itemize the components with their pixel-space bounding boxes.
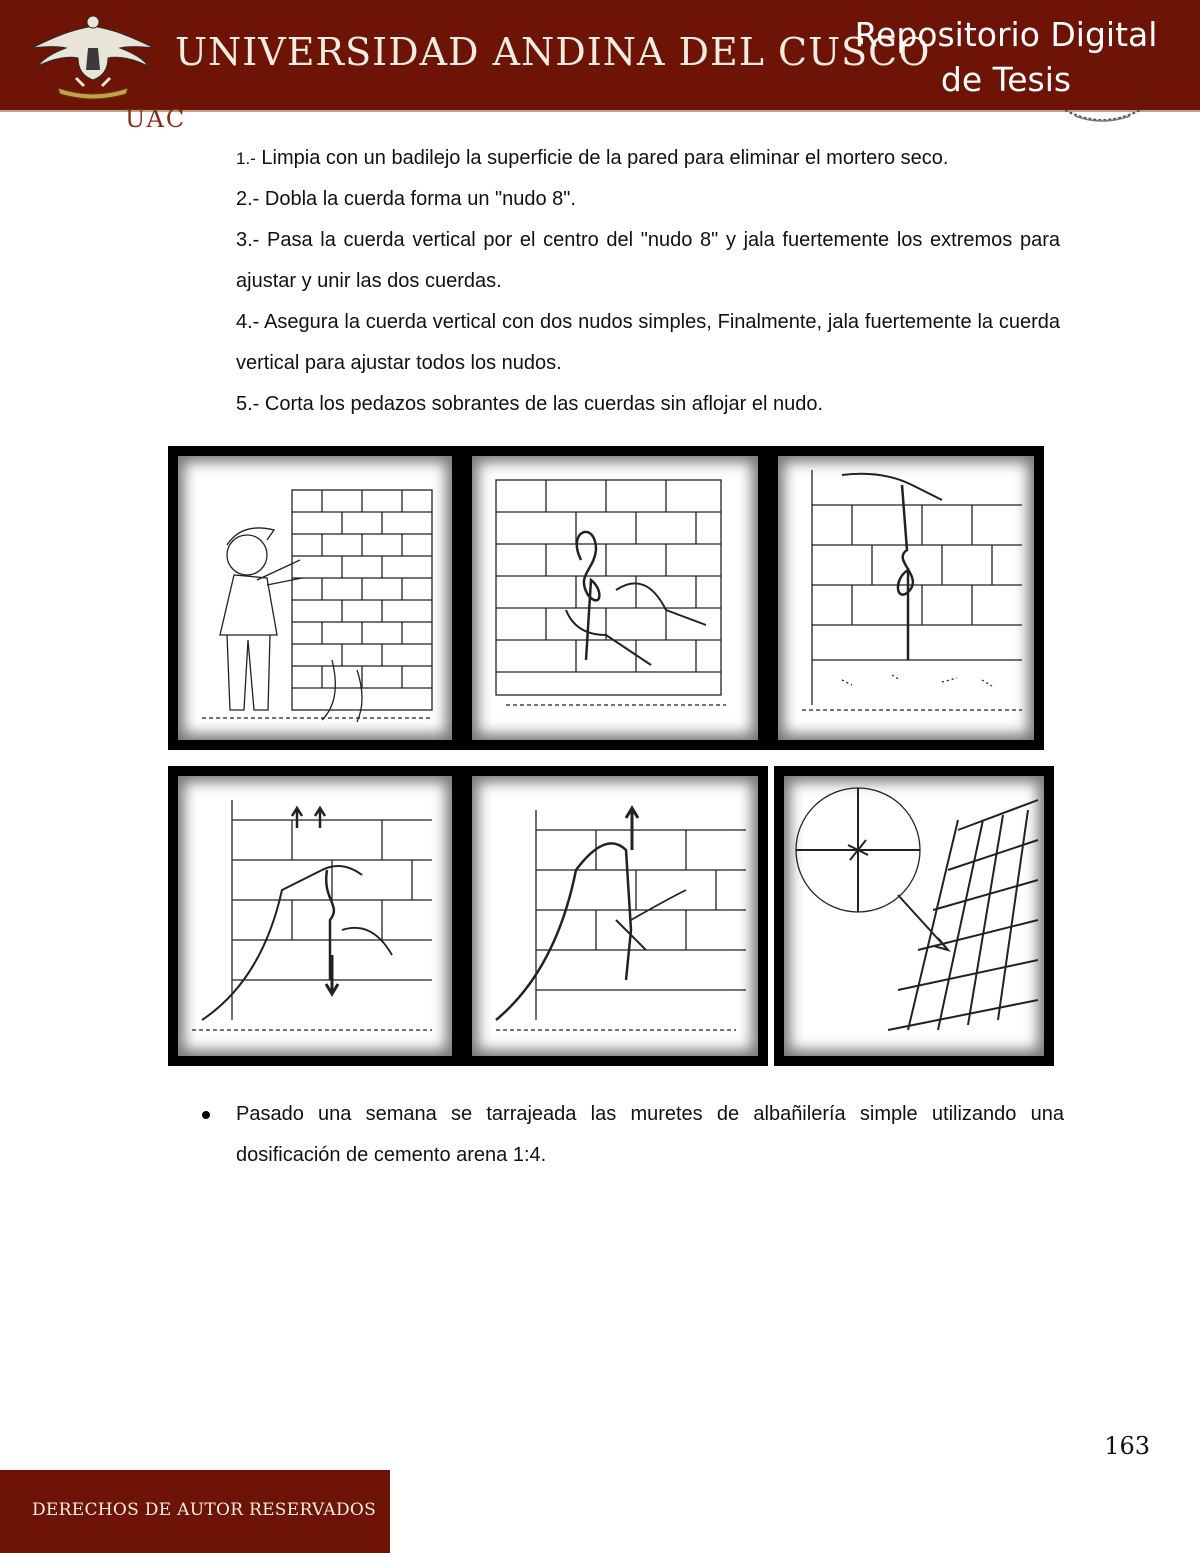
mesh-magnifier-detail-icon — [788, 780, 1040, 1052]
step-3: 3.- Pasa la cuerda vertical por el centro del "nudo 8" y jala fuertemente los extremos para ajustar y unir las dos cuerdas. — [236, 229, 1060, 292]
illustration-panel-1 — [168, 446, 462, 750]
illustration-panel-6 — [774, 766, 1054, 1066]
bullet-item — [196, 1094, 1064, 1176]
illustration-panel-3 — [768, 446, 1044, 750]
illustration-panel-2 — [462, 446, 768, 750]
step-5: 5.- Corta los pedazos sobrantes de las cuerdas sin aflojar el nudo. — [236, 393, 824, 415]
header-band — [0, 0, 1200, 112]
bullet-text: Pasado una semana se tarrajeada las muretes de albañilería simple utilizando una dosificación de cemento arena 1:4. — [236, 1103, 1064, 1166]
footer-band — [0, 1470, 390, 1553]
repository-title-line1: Repositorio Digital — [854, 15, 1158, 54]
tightening-knot-arrow-icon — [476, 780, 754, 1052]
eagle-emblem-icon — [28, 8, 158, 103]
illustration-panel-4 — [168, 766, 462, 1066]
worker-cleaning-wall-icon — [182, 460, 448, 736]
pulling-rope-arrows-icon — [182, 780, 448, 1052]
hands-tying-figure-eight-icon — [476, 460, 754, 736]
repository-title — [846, 12, 1166, 102]
instruction-steps — [236, 138, 1060, 425]
copyright-notice: DERECHOS DE AUTOR RESERVADOS — [32, 1500, 377, 1520]
step-2: 2.- Dobla la cuerda forma un "nudo 8". — [236, 188, 576, 210]
page-number: 163 — [1104, 1432, 1150, 1460]
repository-title-line2: de Tesis — [940, 60, 1072, 99]
university-name: UNIVERSIDAD ANDINA DEL CUSCO — [175, 30, 931, 74]
illustration-panel-5 — [462, 766, 768, 1066]
figure-eight-knot-on-wall-icon — [782, 460, 1030, 736]
uac-label: UAC — [125, 105, 187, 133]
bullet-dot-icon — [202, 1111, 210, 1119]
seal-fragment-icon — [1060, 100, 1145, 130]
step-4: 4.- Asegura la cuerda vertical con dos nudos simples, Finalmente, jala fuertemente la cuerda vertical para ajustar todos los nudos. — [236, 311, 1060, 374]
step-1: 1.- Limpia con un badilejo la superficie de la pared para eliminar el mortero seco. — [236, 147, 949, 169]
